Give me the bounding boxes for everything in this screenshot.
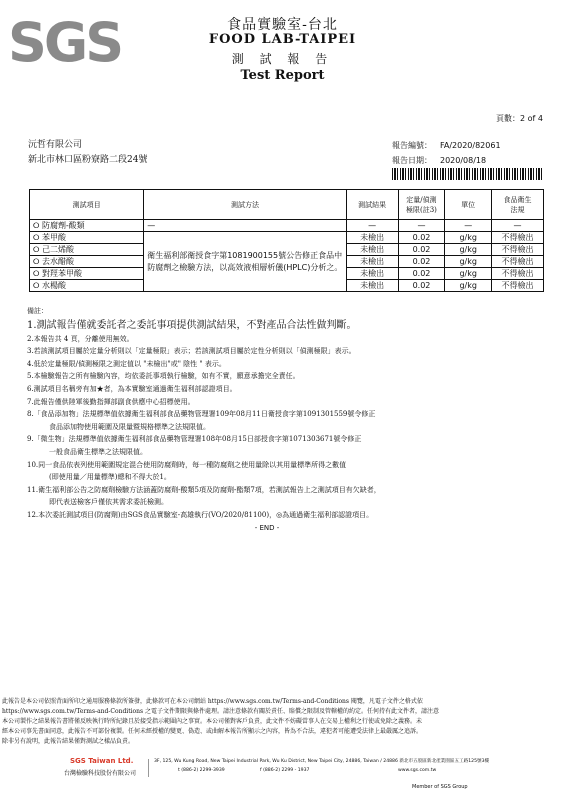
row-item: ⭘ 己二烯酸: [30, 244, 144, 256]
footer-line: 除非另有說明，此報告結果僅對測試之樣品負責。: [2, 738, 135, 745]
group-result: —: [346, 220, 398, 232]
note-line: 2.本報告共 4 頁，分離使用無效。: [27, 334, 134, 343]
group-item: ⭘ 防腐劑-酸類: [30, 220, 144, 232]
row-lod: 0.02: [398, 256, 445, 268]
note-line: 12.本次委託測試項目(防腐劑)由SGS食品實驗室-高雄執行(VO/2020/81100)，◎為通過衛生福利部認證項目。: [27, 510, 374, 519]
client-name: 沅哲有限公司: [28, 140, 83, 150]
row-unit: g/kg: [445, 256, 492, 268]
note-line: (即使用量／用量標準)總和不得大於1。: [49, 473, 171, 482]
row-standard: 不得檢出: [492, 268, 544, 280]
row-unit: g/kg: [445, 268, 492, 280]
row-lod: 0.02: [398, 280, 445, 292]
note-line: 7.此報告僅供陸軍後勤指揮部副食供應中心招標使用。: [27, 397, 195, 406]
lab-name-en: FOOD LAB-TAIPEI: [208, 32, 357, 47]
client-address: 新北市林口區粉寮路二段24號: [28, 155, 148, 165]
row-lod: 0.02: [398, 232, 445, 244]
row-item: ⭘ 水楊酸: [30, 280, 144, 292]
header-lod: 定量/偵測 極限(註3): [398, 190, 445, 220]
row-unit: g/kg: [445, 244, 492, 256]
method-description: 衛生福利部衛授食字第1081900155號公告修正食品中防腐劑之檢驗方法，以高效液相層析儀(HPLC)分析之。: [144, 232, 346, 292]
row-result: 未檢出: [346, 244, 398, 256]
row-standard: 不得檢出: [492, 232, 544, 244]
report-no-label: 報告編號：: [392, 141, 432, 150]
report-title-cn: 測 試 報 告: [231, 52, 334, 66]
footer-divider: [148, 759, 149, 777]
note-line: 6.測試項目名稱旁有加★者，為本實驗室通過衛生福利部認證項目。: [27, 384, 237, 393]
report-date-value: 2020/08/18: [440, 156, 487, 165]
header-unit: 單位: [445, 190, 492, 220]
company-name-cn: 台灣檢驗科技股份有限公司: [64, 770, 137, 777]
row-unit: g/kg: [445, 280, 492, 292]
row-item: ⭘ 去水醋酸: [30, 256, 144, 268]
group-method: —: [144, 220, 346, 232]
member-of-sgs: Member of SGS Group: [412, 784, 468, 790]
page-label: 頁數：: [496, 114, 521, 123]
note-line: 10.同一食品依表列使用範圍規定混合使用防腐劑時，每一種防腐劑之使用量除以其用量標準所得之數值: [27, 460, 347, 469]
end-mark: - END -: [254, 523, 280, 532]
report-no-value: FA/2020/82061: [440, 141, 501, 150]
barcode: [392, 168, 542, 180]
note-line: 4.低於定量極限/偵測極限之測定值以 "未檢出"或" 陰性 " 表示。: [27, 359, 226, 368]
note-line: 11.衛生福利部公告之防腐劑檢驗方法涵蓋防腐劑-酸類5項及防腐劑-酯類7項，若測試報告上之測試項目有欠缺者，: [27, 485, 381, 494]
notes-title: 備註：: [27, 307, 48, 315]
header-item: 測試項目: [30, 190, 144, 220]
footer-line: 此報告是本公司依照背面所印之通用服務條款所簽發，此條款可在本公司網站 https://www.sgs.com.tw/Terms-and-Conditions 閱覽，凡電子文件之格式依: [2, 698, 423, 705]
note-line: 一般食品衛生標準之法規限值。: [49, 447, 147, 456]
lab-name-cn: 食品實驗室-台北: [227, 17, 338, 33]
row-result: 未檢出: [346, 280, 398, 292]
row-result: 未檢出: [346, 232, 398, 244]
note-line: 5.本檢驗報告之所有檢驗內容，均依委託事項執行檢驗，如有不實，願意承擔完全責任。: [27, 372, 300, 381]
group-lod: —: [398, 220, 445, 232]
row-result: 未檢出: [346, 256, 398, 268]
header-standard: 食品衛生 法規: [492, 190, 544, 220]
row-standard: 不得檢出: [492, 280, 544, 292]
table-row: [30, 232, 544, 244]
footer-disclaimer: [2, 697, 563, 747]
report-date-label: 報告日期：: [392, 156, 432, 165]
page-number: [496, 113, 543, 124]
company-tel: t (886-2) 2299-3939: [178, 768, 225, 773]
row-lod: 0.02: [398, 244, 445, 256]
results-table: [29, 189, 544, 292]
header-method: 測試方法: [144, 190, 346, 220]
company-website: www.sgs.com.tw: [398, 768, 437, 773]
page-value: 2 of 4: [520, 114, 543, 123]
company-fax: f (886-2) 2299 - 1937: [260, 768, 310, 773]
row-standard: 不得檢出: [492, 244, 544, 256]
note-line: 1.測試報告僅就委託者之委託事項提供測試結果，不對產品合法性做判斷。: [27, 319, 357, 331]
logo-text: SGS: [8, 11, 122, 74]
note-line: 食品添加物使用範圍及限量暨規格標準之法規限值。: [49, 422, 210, 431]
row-result: 未檢出: [346, 268, 398, 280]
note-line: 9.「微生物」法規標準值依據衛生福利部食品藥物管理署108年08月15日部授食字第1071303671號令修正: [27, 435, 362, 444]
row-lod: 0.02: [398, 268, 445, 280]
table-header-row: [30, 190, 544, 220]
client-info: [28, 138, 147, 168]
company-name-en: SGS Taiwan Ltd.: [70, 757, 134, 765]
header-result: 測試結果: [346, 190, 398, 220]
note-line: 8.「食品添加物」法規標準值依據衛生福利部食品藥物管理署109年08月11日衛授食字第1091301559號令修正: [27, 410, 376, 419]
note-line: 3.若該測試項目屬於定量分析則以「定量極限」表示；若該測試項目屬於定性分析則以「偵測極限」表示。: [27, 347, 356, 356]
row-item: ⭘ 對羥苯甲酸: [30, 268, 144, 280]
notes-section: [27, 305, 547, 534]
footer-contact: [2, 757, 563, 790]
footer-line: 本公司製作之結果報告書將僅反映執行時所紀錄且於接受指示範圍內之事實。本公司僅對客戶負責，此文件不妨礙當事人在交易上權利之行使或免除之義務。未: [2, 718, 423, 725]
report-title-en: Test Report: [240, 68, 325, 83]
company-address: 3F, 125, Wu Kung Road, New Taipei Industrial Park, Wu Ku District, New Taipei City, 24886, Taiwan / 24886 新北市五股區新北產業園區五工路125號3樓: [154, 759, 490, 764]
note-line: 即代表送檢客戶僅依其需求委託檢測。: [49, 498, 168, 507]
footer-line: https://www.sgs.com.tw/Terms-and-Conditions 之電子文件期限與條件處理。請注意條款有關於責任、賠償之限制及管轄權的約定。任何持有此文件者，請注意: [2, 708, 440, 715]
group-unit: —: [445, 220, 492, 232]
row-standard: 不得檢出: [492, 256, 544, 268]
sgs-logo: [8, 11, 122, 74]
row-item: ⭘ 苯甲酸: [30, 232, 144, 244]
group-standard: —: [492, 220, 544, 232]
table-row: [30, 220, 544, 232]
row-unit: g/kg: [445, 232, 492, 244]
footer-line: 經本公司事先書面同意，此報告不可部份複製。任何未經授權的變更、偽造、或曲解本報告所顯示之內容，皆為不合法，違犯者可能遭受法律上最嚴厲之追訴。: [2, 728, 423, 735]
report-meta: [392, 138, 501, 168]
